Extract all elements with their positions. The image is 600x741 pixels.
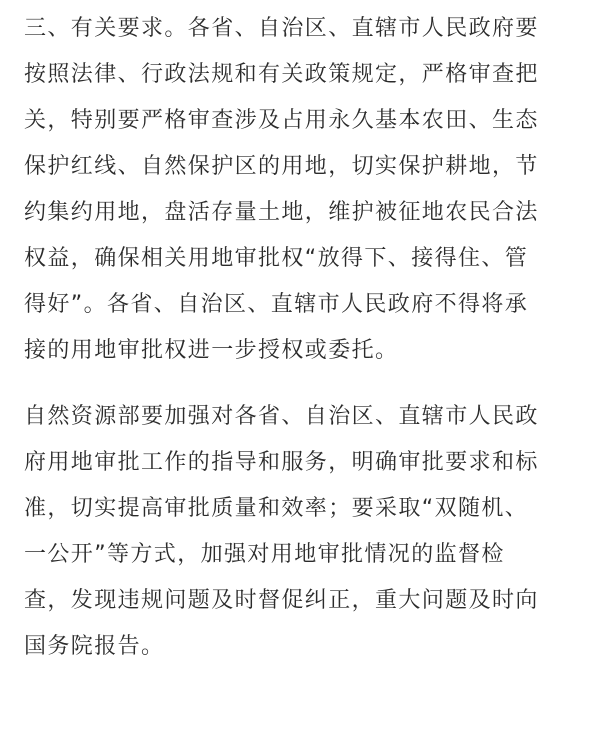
text-line: 一公开”等方式，加强对用地审批情况的监督检 — [24, 542, 505, 567]
paragraph-requirements — [24, 6, 600, 374]
text-line: 按照法律、行政法规和有关政策规定，严格审查把 — [24, 62, 539, 87]
text-line: 权益，确保相关用地审批权“放得下、接得住、管 — [24, 246, 529, 271]
text-line: 得好”。各省、自治区、直辖市人民政府不得将承 — [24, 292, 529, 317]
text-line: 接的用地审批权进一步授权或委托。 — [24, 338, 399, 363]
text-line: 查，发现违规问题及时督促纠正，重大问题及时向 — [24, 588, 539, 613]
text-line: 自然资源部要加强对各省、自治区、直辖市人民政 — [24, 404, 539, 429]
text-line: 三、有关要求。各省、自治区、直辖市人民政府要 — [24, 16, 539, 41]
text-line: 准，切实提高审批质量和效率；要采取“双随机、 — [24, 496, 529, 521]
text-line: 府用地审批工作的指导和服务，明确审批要求和标 — [24, 450, 539, 475]
text-line: 约集约用地，盘活存量土地，维护被征地农民合法 — [24, 200, 539, 225]
text-line: 国务院报告。 — [24, 634, 165, 659]
text-line: 保护红线、自然保护区的用地，切实保护耕地，节 — [24, 154, 539, 179]
text-line: 关，特别要严格审查涉及占用永久基本农田、生态 — [24, 108, 539, 133]
paragraph-ministry-guidance — [24, 394, 600, 670]
